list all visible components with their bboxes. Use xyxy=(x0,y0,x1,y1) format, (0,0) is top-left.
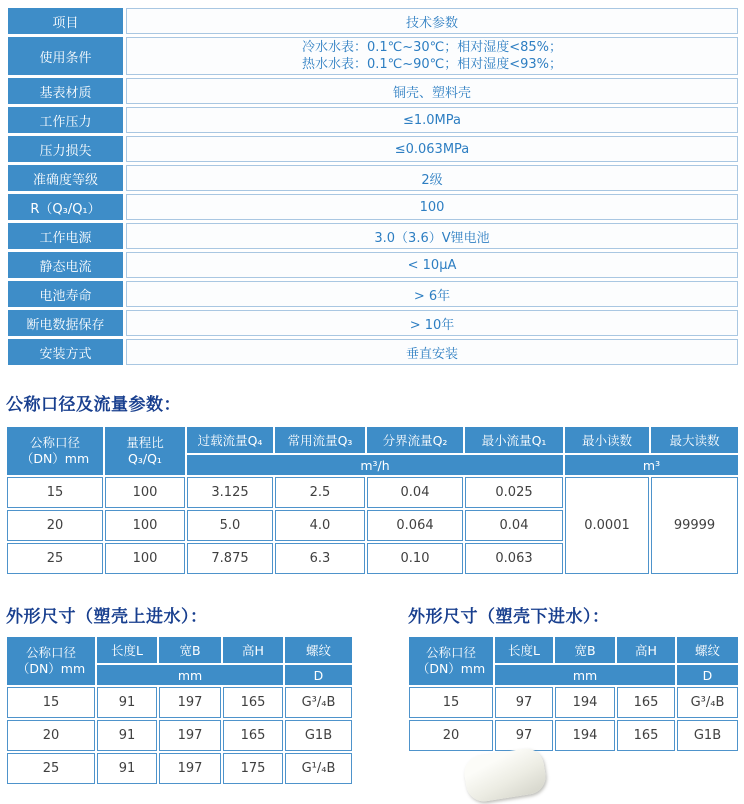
dim-cell-dn: 25 xyxy=(7,753,95,784)
spec-row xyxy=(8,310,738,336)
spec-value-working-pressure: ≤1.0MPa xyxy=(126,107,738,133)
spec-value-accuracy-class: 2级 xyxy=(126,165,738,191)
flow-unit-m3: m³ xyxy=(565,455,738,475)
dim-data-row xyxy=(7,753,352,784)
flow-header-max-reading: 最大读数 xyxy=(651,427,738,453)
dim-header-row xyxy=(7,637,352,663)
flow-cell-q4: 7.875 xyxy=(187,543,273,574)
dim-cell-dn: 20 xyxy=(409,720,493,751)
spec-label-static-current: 静态电流 xyxy=(8,252,123,278)
dim-unit-mm: mm xyxy=(97,665,283,685)
dim-header-dn xyxy=(409,637,493,685)
dim-cell-width: 194 xyxy=(555,687,615,718)
spec-label-conditions: 使用条件 xyxy=(8,37,123,75)
spec-label-r-ratio: R（Q₃/Q₁） xyxy=(8,194,123,220)
flow-cell-max-reading: 99999 xyxy=(651,477,738,574)
dim-header-length: 长度L xyxy=(97,637,157,663)
spec-value-item: 技术参数 xyxy=(126,8,738,34)
spec-row xyxy=(8,223,738,249)
spec-value-installation: 垂直安装 xyxy=(126,339,738,365)
dim-header-dn-line1: 公称口径 xyxy=(25,645,76,660)
spec-row xyxy=(8,281,738,307)
spec-row xyxy=(8,78,738,104)
spec-value-static-current: < 10μA xyxy=(126,252,738,278)
cold-water-condition: 冷水水表：0.1℃~30℃；相对湿度<85%； xyxy=(301,40,563,55)
spec-label-installation: 安装方式 xyxy=(8,339,123,365)
flow-cell-q4: 5.0 xyxy=(187,510,273,541)
dim-block-top-inlet xyxy=(5,576,354,786)
spec-label-data-retention: 断电数据保存 xyxy=(8,310,123,336)
dim-unit-d: D xyxy=(285,665,352,685)
spec-label-working-pressure: 工作压力 xyxy=(8,107,123,133)
dim-data-row xyxy=(7,720,352,751)
flow-data-row xyxy=(7,477,738,508)
dim-cell-height: 165 xyxy=(617,687,675,718)
spec-label-pressure-loss: 压力损失 xyxy=(8,136,123,162)
spec-value-conditions xyxy=(126,37,738,75)
dim-cell-length: 97 xyxy=(495,720,553,751)
dim-unit-d: D xyxy=(677,665,738,685)
dim-cell-width: 197 xyxy=(159,687,221,718)
spec-row xyxy=(8,194,738,220)
spec-row xyxy=(8,136,738,162)
dim-unit-mm: mm xyxy=(495,665,675,685)
spec-value-material: 铜壳、塑料壳 xyxy=(126,78,738,104)
dim-header-dn-line1: 公称口径 xyxy=(425,645,476,660)
flow-header-dn xyxy=(7,427,103,475)
flow-header-ratio-line1: 量程比 xyxy=(126,435,164,450)
dim-cell-width: 197 xyxy=(159,720,221,751)
flow-cell-q2: 0.10 xyxy=(367,543,463,574)
dimensions-section xyxy=(5,576,740,786)
flow-cell-min-reading: 0.0001 xyxy=(565,477,649,574)
dim-cell-length: 91 xyxy=(97,687,157,718)
flow-table xyxy=(5,425,740,576)
flow-cell-dn: 15 xyxy=(7,477,103,508)
spec-row xyxy=(8,339,738,365)
spec-value-battery-life: > 6年 xyxy=(126,281,738,307)
dim-cell-length: 91 xyxy=(97,720,157,751)
dim-table-bottom-inlet xyxy=(407,635,740,753)
flow-header-row xyxy=(7,427,738,453)
flow-cell-q1: 0.025 xyxy=(465,477,563,508)
dim-cell-length: 91 xyxy=(97,753,157,784)
dim-cell-dn: 20 xyxy=(7,720,95,751)
flow-cell-dn: 20 xyxy=(7,510,103,541)
dim-cell-width: 197 xyxy=(159,753,221,784)
dim-header-width: 宽B xyxy=(159,637,221,663)
dim-cell-thread: G1B xyxy=(285,720,352,751)
flow-cell-q2: 0.04 xyxy=(367,477,463,508)
dim-header-dn xyxy=(7,637,95,685)
spec-value-data-retention: > 10年 xyxy=(126,310,738,336)
spec-label-material: 基表材质 xyxy=(8,78,123,104)
dim-cell-thread: G³/₄B xyxy=(677,687,738,718)
dim-header-row xyxy=(409,637,738,663)
flow-cell-ratio: 100 xyxy=(105,477,185,508)
spec-table xyxy=(5,5,741,368)
spec-row xyxy=(8,8,738,34)
flow-header-q1: 最小流量Q₁ xyxy=(465,427,563,453)
flow-header-min-reading: 最小读数 xyxy=(565,427,649,453)
dim-header-dn-line2: （DN）mm xyxy=(416,661,486,676)
dim-header-height: 高H xyxy=(617,637,675,663)
spec-row xyxy=(8,165,738,191)
dim-header-thread: 螺纹 xyxy=(677,637,738,663)
spec-value-pressure-loss: ≤0.063MPa xyxy=(126,136,738,162)
flow-header-q2: 分界流量Q₂ xyxy=(367,427,463,453)
flow-cell-ratio: 100 xyxy=(105,543,185,574)
spec-label-item: 项目 xyxy=(8,8,123,34)
dim-cell-height: 165 xyxy=(617,720,675,751)
dim-cell-dn: 15 xyxy=(7,687,95,718)
flow-header-ratio xyxy=(105,427,185,475)
flow-cell-ratio: 100 xyxy=(105,510,185,541)
flow-cell-q3: 2.5 xyxy=(275,477,365,508)
dim-data-row xyxy=(409,720,738,751)
dim-cell-height: 165 xyxy=(223,687,283,718)
flow-cell-q3: 6.3 xyxy=(275,543,365,574)
section-title-top-inlet: 外形尺寸（塑壳上进水）： xyxy=(6,607,208,627)
dim-cell-width: 194 xyxy=(555,720,615,751)
section-title-flow-params: 公称口径及流量参数： xyxy=(6,395,181,415)
spec-label-accuracy-class: 准确度等级 xyxy=(8,165,123,191)
dim-cell-thread: G¹/₄B xyxy=(285,753,352,784)
dim-cell-thread: G1B xyxy=(677,720,738,751)
flow-cell-dn: 25 xyxy=(7,543,103,574)
flow-cell-q3: 4.0 xyxy=(275,510,365,541)
dim-block-bottom-inlet xyxy=(407,576,740,786)
spec-label-battery-life: 电池寿命 xyxy=(8,281,123,307)
flow-cell-q1: 0.04 xyxy=(465,510,563,541)
dim-cell-length: 97 xyxy=(495,687,553,718)
spec-row xyxy=(8,252,738,278)
flow-header-q3: 常用流量Q₃ xyxy=(275,427,365,453)
dim-header-length: 长度L xyxy=(495,637,553,663)
flow-header-q4: 过载流量Q₄ xyxy=(187,427,273,453)
flow-unit-m3h: m³/h xyxy=(187,455,563,475)
spec-row xyxy=(8,37,738,75)
dim-cell-height: 175 xyxy=(223,753,283,784)
spec-value-power-supply: 3.0（3.6）V锂电池 xyxy=(126,223,738,249)
spec-label-power-supply: 工作电源 xyxy=(8,223,123,249)
flow-header-ratio-line2: Q₃/Q₁ xyxy=(128,451,162,466)
dim-table-top-inlet xyxy=(5,635,354,786)
spec-row xyxy=(8,107,738,133)
flow-header-dn-line1: 公称口径 xyxy=(29,435,80,450)
flow-cell-q2: 0.064 xyxy=(367,510,463,541)
dim-cell-dn: 15 xyxy=(409,687,493,718)
dim-header-height: 高H xyxy=(223,637,283,663)
flow-cell-q4: 3.125 xyxy=(187,477,273,508)
dim-cell-height: 165 xyxy=(223,720,283,751)
flow-header-dn-line2: （DN）mm xyxy=(20,451,90,466)
dim-header-thread: 螺纹 xyxy=(285,637,352,663)
dim-data-row xyxy=(7,687,352,718)
dim-data-row xyxy=(409,687,738,718)
spec-value-r-ratio: 100 xyxy=(126,194,738,220)
section-title-bottom-inlet: 外形尺寸（塑壳下进水）： xyxy=(408,607,610,627)
dim-cell-thread: G³/₄B xyxy=(285,687,352,718)
flow-cell-q1: 0.063 xyxy=(465,543,563,574)
hot-water-condition: 热水水表：0.1℃~90℃；相对湿度<93%； xyxy=(301,57,563,72)
dim-header-width: 宽B xyxy=(555,637,615,663)
dim-header-dn-line2: （DN）mm xyxy=(16,661,86,676)
